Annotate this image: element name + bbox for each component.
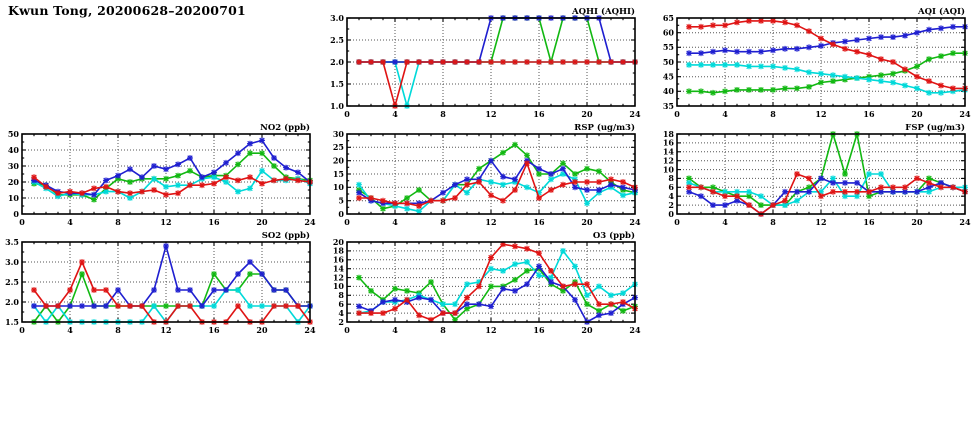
series-green [686, 50, 968, 95]
series-red [686, 18, 968, 91]
svg-text:4: 4 [722, 217, 728, 227]
svg-text:24: 24 [959, 217, 971, 227]
svg-text:16: 16 [533, 109, 545, 119]
svg-text:45: 45 [662, 71, 674, 82]
chart-title: O3 (ppb) [592, 231, 635, 241]
chart-title: FSP (ug/m3) [905, 123, 965, 133]
series-red [356, 241, 638, 322]
svg-text:14: 14 [662, 146, 674, 157]
svg-text:3.5: 3.5 [5, 236, 19, 247]
series-green [31, 271, 313, 325]
svg-text:20: 20 [256, 325, 268, 335]
chart-aqi [655, 4, 975, 126]
svg-text:2.0: 2.0 [330, 56, 344, 67]
svg-text:20: 20 [581, 217, 593, 227]
svg-text:14: 14 [332, 263, 344, 274]
svg-text:12: 12 [160, 217, 172, 227]
chart-title: AQI (AQI) [918, 7, 965, 17]
svg-text:12: 12 [662, 155, 674, 166]
svg-text:50: 50 [662, 56, 674, 67]
svg-text:4: 4 [67, 217, 73, 227]
svg-text:5: 5 [338, 195, 344, 206]
svg-text:18: 18 [332, 245, 344, 256]
svg-text:16: 16 [332, 254, 344, 265]
x-axis [344, 18, 641, 119]
svg-text:16: 16 [863, 109, 875, 119]
chart-aqhi [325, 4, 647, 126]
svg-text:16: 16 [533, 217, 545, 227]
svg-text:8: 8 [668, 173, 674, 184]
svg-text:24: 24 [304, 325, 316, 335]
svg-text:4: 4 [67, 325, 73, 335]
svg-text:24: 24 [959, 109, 971, 119]
svg-text:1.5: 1.5 [5, 316, 19, 327]
svg-text:16: 16 [208, 325, 220, 335]
svg-text:8: 8 [440, 217, 446, 227]
svg-text:20: 20 [911, 109, 923, 119]
svg-text:6: 6 [338, 299, 344, 309]
svg-text:4: 4 [668, 191, 674, 201]
aqi-plot [655, 4, 975, 122]
svg-text:3.0: 3.0 [5, 256, 19, 267]
svg-text:65: 65 [662, 12, 674, 23]
svg-text:60: 60 [662, 27, 674, 38]
svg-text:10: 10 [7, 192, 19, 203]
svg-text:12: 12 [332, 272, 344, 283]
svg-text:20: 20 [911, 217, 923, 227]
svg-text:8: 8 [338, 290, 344, 301]
svg-text:16: 16 [662, 137, 674, 148]
svg-text:8: 8 [115, 217, 121, 227]
svg-text:12: 12 [815, 109, 827, 119]
svg-text:0: 0 [338, 208, 344, 219]
svg-text:20: 20 [581, 325, 593, 335]
svg-text:8: 8 [440, 325, 446, 335]
svg-text:20: 20 [7, 176, 19, 187]
svg-text:1.5: 1.5 [330, 78, 344, 89]
svg-text:8: 8 [770, 109, 776, 119]
gridlines [677, 134, 965, 214]
svg-text:12: 12 [485, 217, 497, 227]
page-title: Kwun Tong, 20200628–20200701 [8, 3, 246, 18]
svg-text:12: 12 [160, 325, 172, 335]
svg-text:24: 24 [629, 325, 641, 335]
svg-text:12: 12 [815, 217, 827, 227]
fsp-plot [655, 120, 975, 230]
y-axis [663, 13, 965, 111]
svg-text:12: 12 [485, 109, 497, 119]
svg-text:18: 18 [662, 128, 674, 139]
svg-text:0: 0 [674, 109, 680, 119]
series-green [356, 266, 638, 323]
svg-text:0: 0 [344, 217, 350, 227]
svg-text:12: 12 [485, 325, 497, 335]
svg-text:16: 16 [208, 217, 220, 227]
chart-title: SO2 (ppb) [261, 231, 310, 241]
series-cyan [356, 171, 638, 214]
svg-text:0: 0 [19, 217, 25, 227]
svg-text:20: 20 [332, 236, 344, 247]
rsp-plot [325, 120, 647, 230]
svg-text:16: 16 [863, 217, 875, 227]
svg-text:50: 50 [7, 128, 19, 139]
svg-text:6: 6 [668, 182, 674, 193]
svg-text:0: 0 [344, 325, 350, 335]
svg-text:16: 16 [533, 325, 545, 335]
chart-title: RSP (ug/m3) [574, 123, 635, 133]
svg-text:20: 20 [256, 217, 268, 227]
svg-text:2: 2 [338, 316, 344, 327]
svg-text:55: 55 [662, 42, 674, 53]
svg-text:8: 8 [440, 109, 446, 119]
chart-title: NO2 (ppb) [260, 123, 310, 133]
chart-fsp [655, 120, 975, 234]
aqhi-plot [325, 4, 647, 122]
series-cyan [686, 171, 968, 208]
svg-text:4: 4 [392, 217, 398, 227]
chart-no2 [0, 120, 322, 234]
series-blue [31, 138, 313, 198]
svg-text:24: 24 [629, 217, 641, 227]
svg-text:30: 30 [7, 160, 19, 171]
o3-plot [325, 228, 647, 338]
chart-o3 [325, 228, 647, 342]
svg-text:0: 0 [668, 208, 674, 219]
series-cyan [31, 168, 313, 201]
svg-text:40: 40 [662, 86, 674, 97]
svg-text:0: 0 [13, 208, 19, 219]
gridlines [22, 242, 310, 322]
svg-text:24: 24 [304, 217, 316, 227]
svg-text:20: 20 [332, 155, 344, 166]
svg-text:2.5: 2.5 [5, 276, 19, 287]
svg-text:0: 0 [344, 109, 350, 119]
svg-text:4: 4 [392, 325, 398, 335]
svg-text:1.0: 1.0 [330, 100, 344, 111]
so2-plot [0, 228, 322, 338]
svg-text:30: 30 [332, 128, 344, 139]
y-axis [663, 129, 965, 219]
svg-text:35: 35 [662, 100, 674, 111]
svg-text:25: 25 [332, 142, 344, 153]
svg-text:2.5: 2.5 [330, 34, 344, 45]
svg-text:8: 8 [770, 217, 776, 227]
series-blue [686, 24, 968, 56]
svg-text:10: 10 [332, 281, 344, 292]
svg-text:20: 20 [581, 109, 593, 119]
svg-text:3.0: 3.0 [330, 12, 344, 23]
svg-text:4: 4 [722, 109, 728, 119]
svg-text:15: 15 [332, 168, 344, 179]
no2-plot [0, 120, 322, 230]
chart-title: AQHI (AQHI) [571, 7, 635, 17]
svg-text:4: 4 [338, 307, 344, 318]
svg-text:2: 2 [668, 199, 674, 210]
svg-text:0: 0 [19, 325, 25, 335]
svg-text:10: 10 [662, 164, 674, 175]
svg-text:10: 10 [332, 182, 344, 193]
svg-text:2.0: 2.0 [5, 296, 19, 307]
svg-text:40: 40 [7, 144, 19, 155]
svg-text:8: 8 [115, 325, 121, 335]
svg-text:4: 4 [392, 109, 398, 119]
chart-so2 [0, 228, 322, 342]
svg-text:0: 0 [674, 217, 680, 227]
svg-text:24: 24 [629, 109, 641, 119]
series-blue [356, 264, 638, 325]
chart-rsp [325, 120, 647, 234]
